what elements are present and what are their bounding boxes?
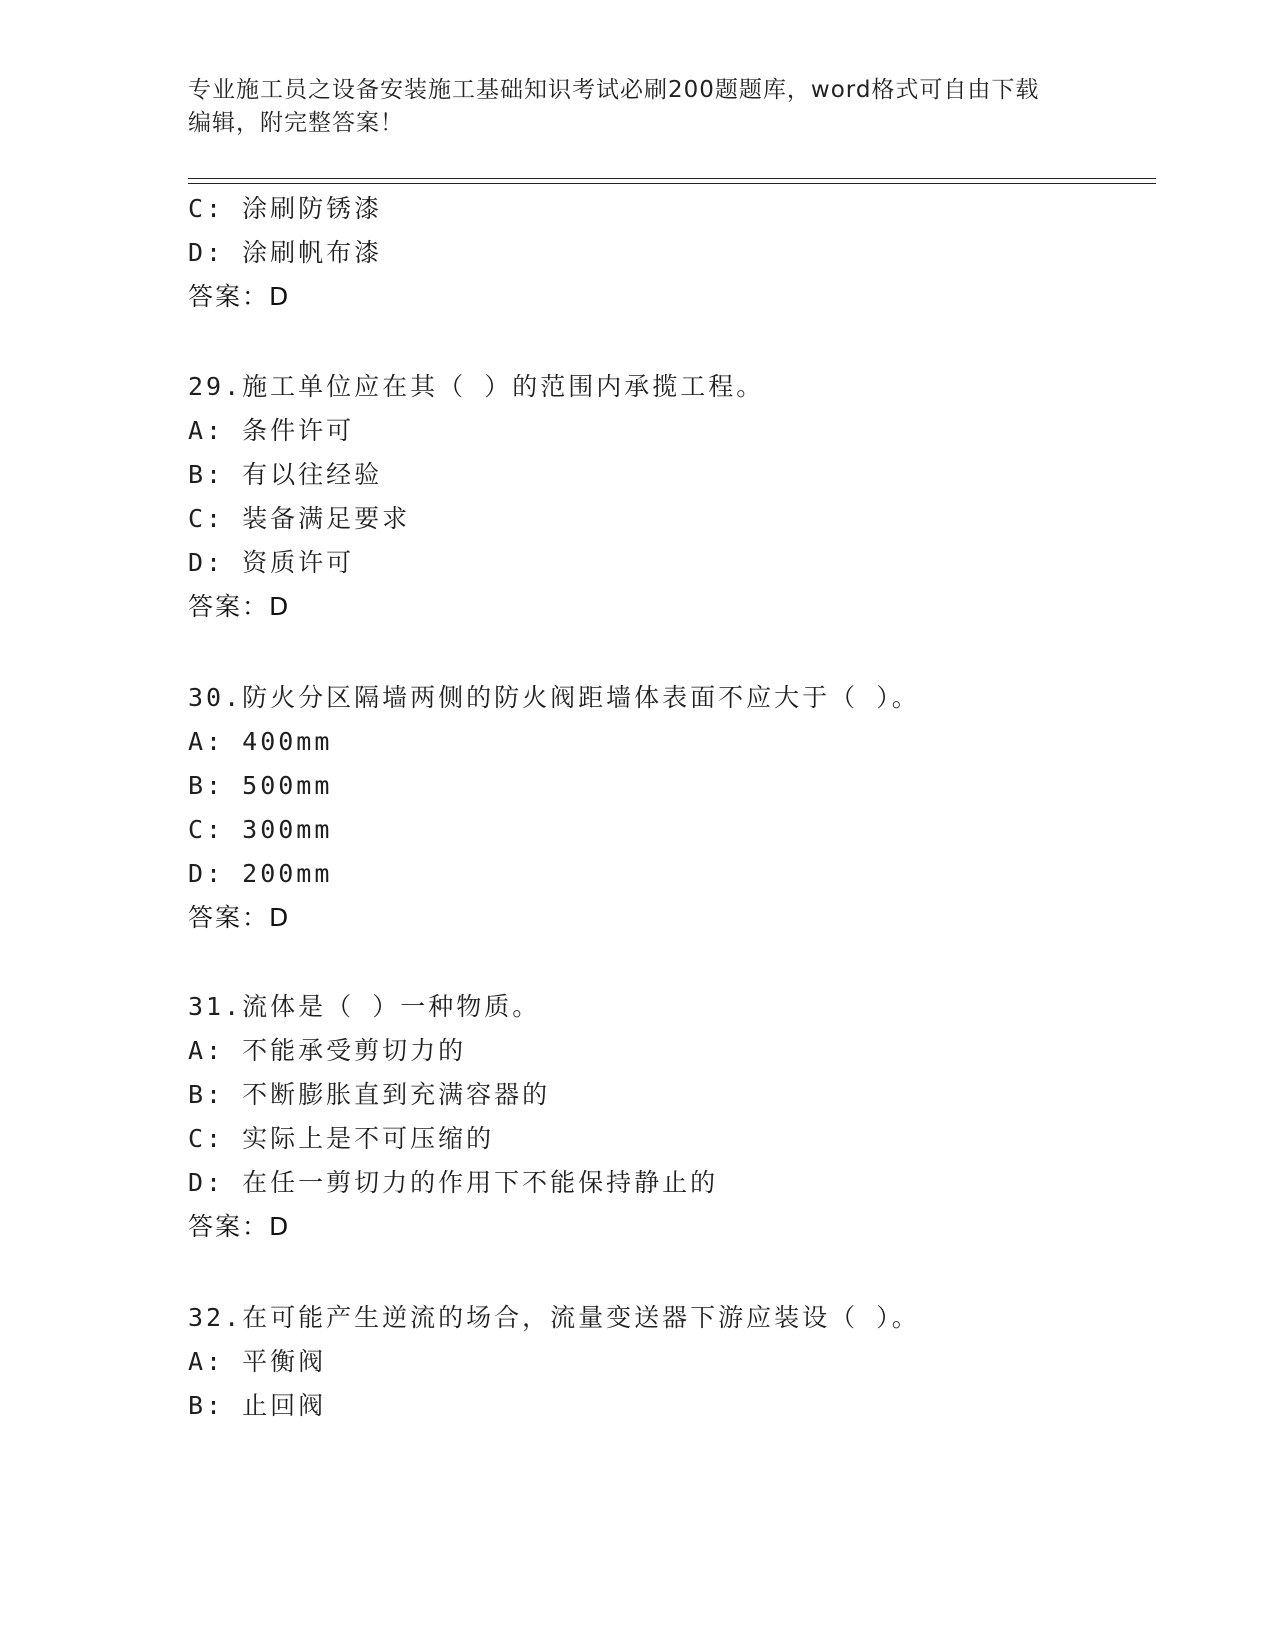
q30-option-d: D: 200mm — [188, 859, 333, 888]
q28-answer: 答案：D — [188, 282, 291, 311]
q29-option-c: C: 装备满足要求 — [188, 504, 411, 533]
header-divider-top — [188, 178, 1156, 179]
q31-answer: 答案：D — [188, 1212, 291, 1241]
q31-option-c: C: 实际上是不可压缩的 — [188, 1124, 495, 1153]
q32-option-a: A: 平衡阀 — [188, 1347, 327, 1376]
q29-question: 29.施工单位应在其（ ）的范围内承揽工程。 — [188, 372, 765, 401]
q31-option-d: D: 在任一剪切力的作用下不能保持静止的 — [188, 1168, 719, 1197]
q30-option-c: C: 300mm — [188, 815, 333, 844]
document-header — [188, 74, 1068, 140]
q31-question: 31.流体是（ ）一种物质。 — [188, 992, 541, 1021]
q30-question: 30.防火分区隔墙两侧的防火阀距墙体表面不应大于（ ）。 — [188, 683, 920, 712]
q29-option-d: D: 资质许可 — [188, 548, 355, 577]
q32-option-b: B: 止回阀 — [188, 1391, 327, 1420]
q32-question: 32.在可能产生逆流的场合，流量变送器下游应装设（ ）。 — [188, 1303, 920, 1332]
q29-option-b: B: 有以往经验 — [188, 460, 383, 489]
header-divider-bottom — [188, 183, 1156, 184]
q30-option-b: B: 500mm — [188, 771, 333, 800]
header-line-2: 编辑，附完整答案！ — [188, 110, 404, 136]
q29-option-a: A: 条件许可 — [188, 416, 355, 445]
q28-option-c: C: 涂刷防锈漆 — [188, 194, 383, 223]
q28-option-d: D: 涂刷帆布漆 — [188, 238, 383, 267]
q29-answer: 答案：D — [188, 592, 291, 621]
q30-option-a: A: 400mm — [188, 727, 333, 756]
q31-option-b: B: 不断膨胀直到充满容器的 — [188, 1080, 551, 1109]
q30-answer: 答案：D — [188, 903, 291, 932]
q31-option-a: A: 不能承受剪切力的 — [188, 1036, 467, 1065]
header-line-1: 专业施工员之设备安装施工基础知识考试必刷200题题库，word格式可自由下载 — [188, 77, 1040, 103]
